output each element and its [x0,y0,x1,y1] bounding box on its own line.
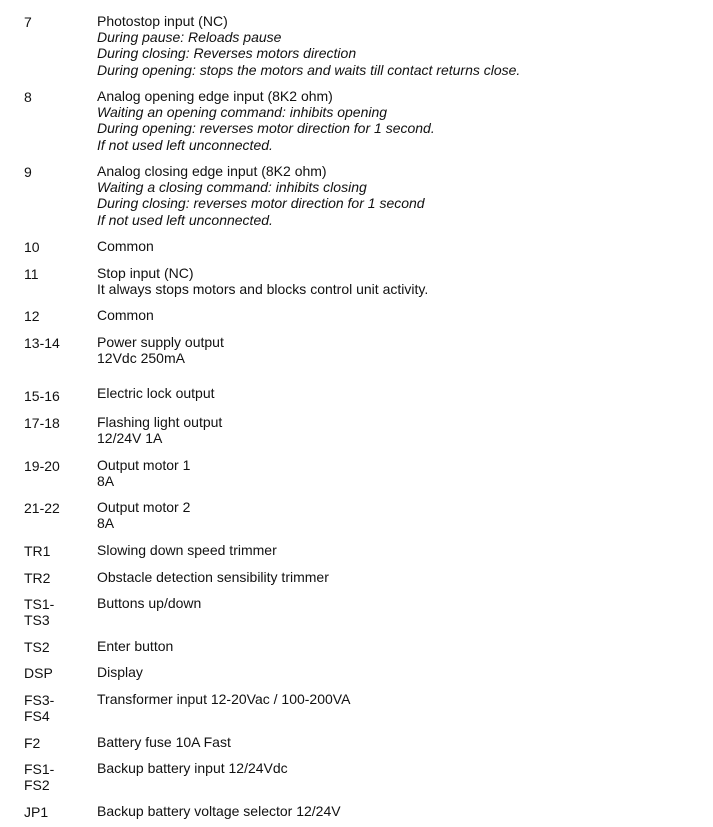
terminal-description [97,760,697,776]
description-line: It always stops motors and blocks control unit activity. [97,281,429,298]
description-note: If not used left unconnected. [97,136,273,153]
terminal-description [97,307,697,323]
terminal-description [97,163,697,228]
terminal-description [97,569,697,585]
description-line: Display [97,664,143,680]
description-line: Power supply output [97,334,224,350]
terminal-label: TS2 [24,639,50,655]
terminal-description [97,265,697,297]
description-line: 12/24V 1A [97,430,163,447]
description-note: Waiting a closing command: inhibits closing [97,179,367,196]
terminal-label: 11 [24,266,39,282]
description-line: 8A [97,473,115,490]
description-note: If not used left unconnected. [97,211,273,228]
description-line: Transformer input 12-20Vac / 100-200VA [97,691,351,707]
description-line: 8A [97,515,115,532]
description-note: During opening: stops the motors and waits till contact returns close. [97,61,521,78]
description-note: During closing: reverses motor direction for 1 second [97,195,425,212]
description-line: Slowing down speed trimmer [97,542,277,558]
terminal-description [97,664,697,680]
terminal-label: TR2 [24,570,51,586]
description-note: Waiting an opening command: inhibits opening [97,104,388,121]
terminal-label: 15-16 [24,388,60,404]
terminal-description [97,13,697,78]
terminal-label: DSP [24,665,53,681]
description-line: Output motor 1 [97,457,191,473]
description-note: During pause: Reloads pause [97,29,282,46]
terminal-label: FS3- FS4 [24,692,55,724]
terminal-label: 10 [24,239,40,255]
terminal-label: 8 [24,89,32,105]
terminal-label: 19-20 [24,458,60,474]
terminal-description [97,734,697,750]
description-line: Analog closing edge input (8K2 ohm) [97,163,327,179]
terminal-label: 12 [24,308,40,324]
terminal-description [97,334,697,366]
description-note: During opening: reverses motor direction for 1 second. [97,120,435,137]
terminal-description [97,88,697,153]
terminal-label: 7 [24,14,32,30]
description-line: Battery fuse 10A Fast [97,734,231,750]
description-line: Backup battery input 12/24Vdc [97,760,288,776]
terminal-description [97,414,697,446]
description-line: Backup battery voltage selector 12/24V [97,803,341,819]
terminal-label: TR1 [24,543,51,559]
terminal-label: FS1- FS2 [24,761,55,793]
description-line: Electric lock output [97,385,215,401]
terminal-label: 21-22 [24,500,60,516]
terminal-description [97,638,697,654]
terminal-description [97,691,697,707]
description-line: Output motor 2 [97,499,191,515]
description-line: Common [97,307,154,323]
description-line: Analog opening edge input (8K2 ohm) [97,88,333,104]
description-line: Common [97,238,154,254]
terminal-label: 9 [24,164,32,180]
terminal-label: F2 [24,735,41,751]
terminal-description [97,542,697,558]
description-line: 12Vdc 250mA [97,350,185,367]
description-note: During closing: Reverses motors direction [97,45,357,62]
terminal-label: 13-14 [24,335,60,351]
terminal-label: JP1 [24,804,49,820]
terminal-label: TS1- TS3 [24,596,55,628]
terminal-description [97,595,697,611]
description-line: Flashing light output [97,414,223,430]
terminal-label: 17-18 [24,415,60,431]
description-line: Enter button [97,638,174,654]
description-line: Photostop input (NC) [97,13,228,29]
description-line: Obstacle detection sensibility trimmer [97,569,329,585]
terminal-description [97,499,697,531]
terminal-description [97,385,697,401]
terminal-description [97,457,697,489]
terminal-description [97,803,697,819]
terminal-description [97,238,697,254]
description-line: Buttons up/down [97,595,202,611]
description-line: Stop input (NC) [97,265,194,281]
